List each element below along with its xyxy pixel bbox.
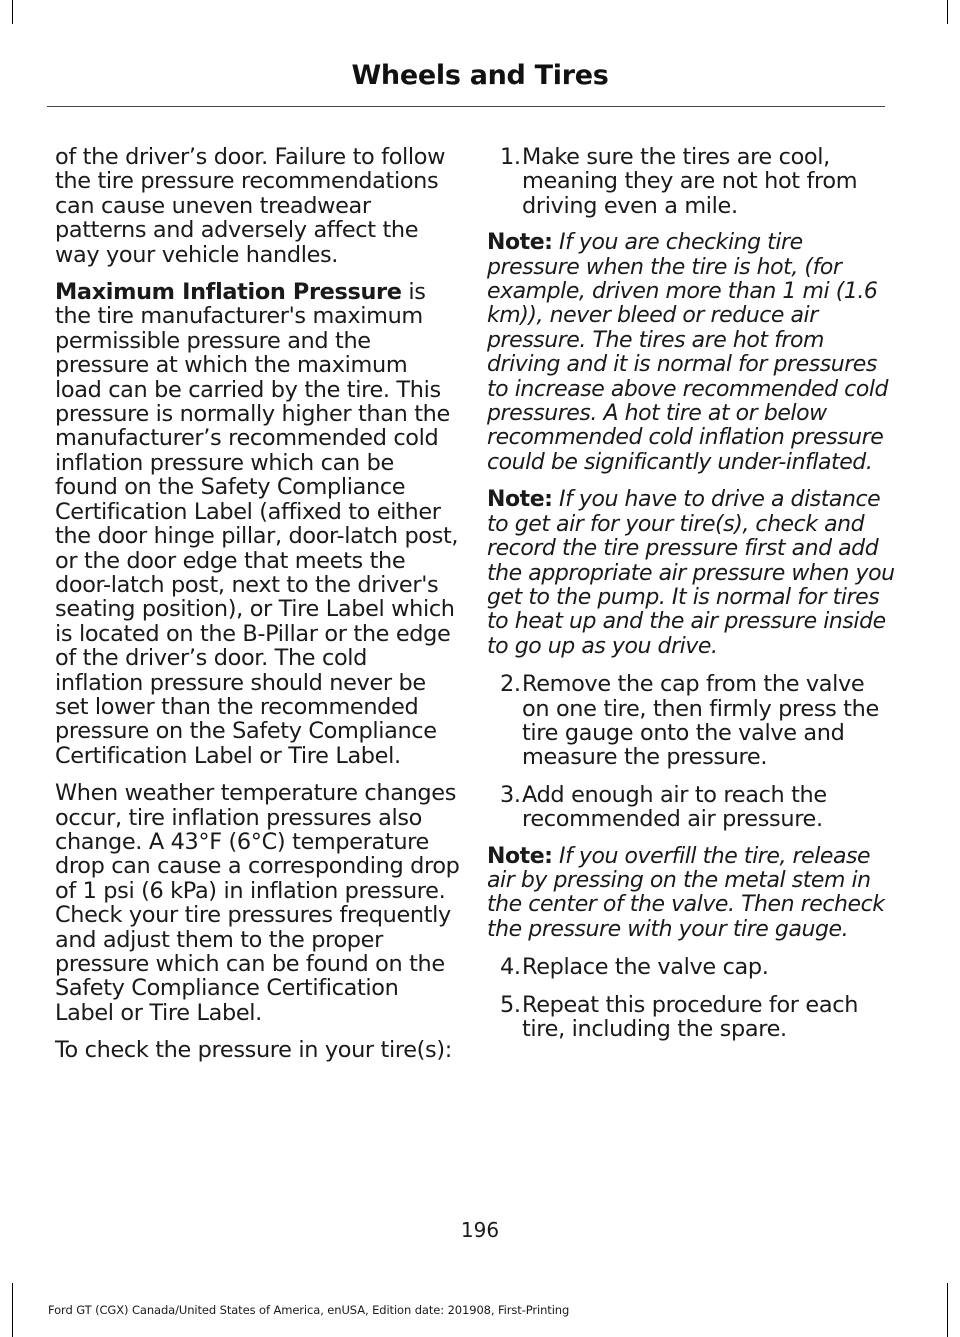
page-number: 196 — [460, 1218, 500, 1242]
crop-mark-bottom-left — [12, 1283, 13, 1337]
step-text: Make sure the tires are cool, meaning they are not hot from driving even a mile. — [522, 144, 858, 219]
left-column — [55, 145, 460, 1076]
note-label: Note: — [487, 487, 553, 513]
step-number: 2. — [500, 671, 521, 698]
note-hot-tire — [487, 231, 897, 475]
note-overfill — [487, 845, 897, 943]
step-text: Replace the valve cap. — [522, 954, 769, 981]
step-text: Remove the cap from the valve on one tire, then firmly press the tire gauge onto the valve and measure the pressure. — [522, 671, 879, 771]
note-label: Note: — [487, 230, 553, 256]
step-4 — [487, 955, 897, 979]
note-text: If you are checking tire pressure when the tire is hot, (for example, driven more than 1 mi (1.6 km)), never bleed or reduce air pressure. The tires are hot from driving and it is normal for pressures to increase above recommended cold pressures. A hot tire at or below recommended cold inflation pressure could be significantly under-inflated. — [487, 230, 889, 475]
paragraph-check-pressure-intro: To check the pressure in your tire(s): — [55, 1037, 452, 1064]
step-text: Add enough air to reach the recommended air pressure. — [522, 781, 827, 833]
step-2 — [487, 672, 897, 770]
step-1 — [487, 145, 897, 218]
step-text: Repeat this procedure for each tire, including the spare. — [522, 991, 859, 1042]
paragraph-failure-to-follow: of the driver’s door. Failure to follow the tire pressure recommendations can cause uneven treadwear patterns and adversely affect the way your vehicle handles. — [55, 144, 446, 268]
header-divider — [47, 106, 885, 107]
note-text: If you have to drive a distance to get air for your tire(s), check and record the tire pressure first and add the appropriate air pressure when you get to the pump. It is normal for tires to heat up and the air pressure inside to go up as you drive. — [487, 487, 895, 659]
paragraph-weather-temperature: When weather temperature changes occur, tire inflation pressures also change. A 43°F (6°C) temperature drop can cause a corresponding drop of 1 psi (6 kPa) in inflation pressure. Check your tire pressures frequently and adjust them to the proper pressure which can be found on the Safety Compliance Certification Label or Tire Label. — [55, 780, 460, 1026]
step-number: 1. — [500, 144, 521, 170]
page-header-title: Wheels and Tires — [351, 60, 609, 91]
step-3 — [487, 783, 897, 832]
step-number: 5. — [500, 991, 521, 1018]
step-number: 3. — [500, 781, 521, 808]
footer-edition-info: Ford GT (CGX) Canada/United States of America, enUSA, Edition date: 201908, First-Printing — [48, 1303, 570, 1317]
paragraph-max-inflation — [55, 280, 460, 768]
crop-mark-top-right — [947, 0, 948, 24]
note-label: Note: — [487, 843, 553, 869]
step-5 — [487, 993, 897, 1042]
paragraph-max-inflation-text: is the tire manufacturer's maximum permissible pressure and the pressure at which the maximum load can be carried by the tire. This pressure is normally higher than the manufacturer’s recommended cold inflation pressure which can be found on the Safety Compliance Certification Label (affixed to either the door hinge pillar, door-latch post, or the door edge that meets the door-latch post, next to the driver's seating position), or Tire Label which is located on the B-Pillar or the edge of the driver’s door. The cold inflation pressure should never be set lower than the recommended pressure on the Safety Compliance Certification Label or Tire Label. — [55, 279, 459, 769]
note-drive-distance — [487, 488, 897, 659]
term-max-inflation-pressure: Maximum Inflation Pressure — [55, 279, 402, 306]
step-number: 4. — [500, 954, 521, 981]
crop-mark-top-left — [12, 0, 13, 24]
right-column — [487, 145, 897, 1054]
note-text: If you overfill the tire, release air by pressing on the metal stem in the center of the valve. Then recheck the pressure with your tire gauge. — [487, 843, 885, 942]
crop-mark-bottom-right — [947, 1283, 948, 1337]
